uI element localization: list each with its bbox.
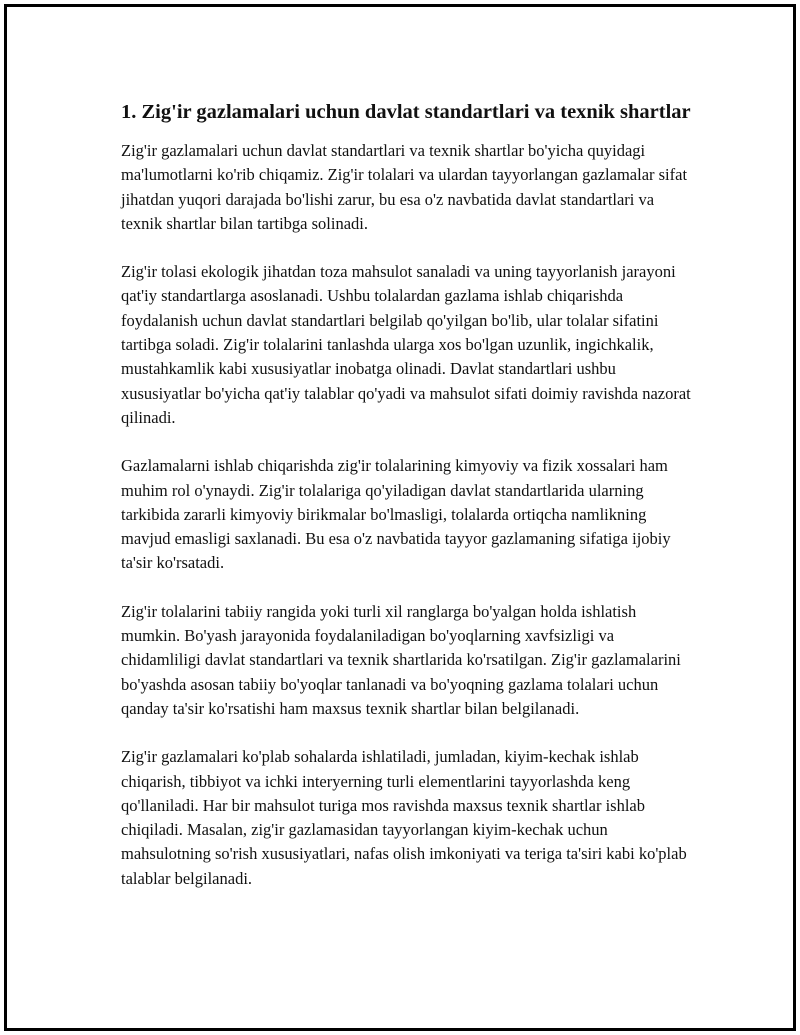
- document-content: [121, 99, 691, 915]
- paragraph-4: Zig'ir tolalarini tabiiy rangida yoki turli xil ranglarga bo'yalgan holda ishlatish mumkin. Bo'yash jarayonida foydalaniladigan bo'yoqlarning xavfsizligi va chidamliligi davlat standartlari va texnik shartlarida ko'rsatilgan. Zig'ir gazlamalarini bo'yashda asosan tabiiy bo'yoqlar tanlanadi va bo'yoqning gazlama tolalari uchun qanday ta'sir ko'rsatishi ham maxsus texnik shartlar bilan belgilanadi.: [121, 601, 681, 718]
- paragraph-1: Zig'ir gazlamalari uchun davlat standartlari va texnik shartlar bo'yicha quyidagi ma'lumotlarni ko'rib chiqamiz. Zig'ir tolalari va ulardan tayyorlangan gazlamalar sifat jihatdan yuqori darajada bo'lishi zarur, bu esa o'z navbatida davlat standartlari va texnik shartlar bilan tartibga solinadi.: [121, 141, 688, 233]
- document-page: [4, 4, 796, 1031]
- paragraph-2: Zig'ir tolasi ekologik jihatdan toza mahsulot sanaladi va uning tayyorlanish jarayoni qat'iy standartlarga asoslanadi. Ushbu tolalardan gazlama ishlab chiqarishda foydalanish uchun davlat standartlari belgilab qo'yilgan bo'lib, ular tolalar sifatini tartibga soladi. Zig'ir tolalarini tanlashda ularga xos bo'lgan uzunlik, ingichkalik, mustahkamlik kabi xususiyatlar inobatga olinadi. Davlat standartlari ushbu xususiyatlar bo'yicha qat'iy talablar qo'yadi va mahsulot sifati doimiy ravishda nazorat qilinadi.: [121, 262, 691, 427]
- paragraph-5: Zig'ir gazlamalari ko'plab sohalarda ishlatiladi, jumladan, kiyim-kechak ishlab chiqarish, tibbiyot va ichki interyerning turli elementlarini tayyorlashda keng qo'llaniladi. Har bir mahsulot turiga mos ravishda maxsus texnik shartlar ishlab chiqiladi. Masalan, zig'ir gazlamasidan tayyorlangan kiyim-kechak uchun mahsulotning so'rish xususiyatlari, nafas olish imkoniyati va teriga ta'siri kabi ko'plab talablar belgilanadi.: [121, 747, 687, 888]
- section-heading: 1. Zig'ir gazlamalari uchun davlat standartlari va texnik shartlar: [121, 101, 691, 123]
- paragraph-3: Gazlamalarni ishlab chiqarishda zig'ir tolalarining kimyoviy va fizik xossalari ham muhim rol o'ynaydi. Zig'ir tolalariga qo'yiladigan davlat standartlarida ularning tarkibida zararli kimyoviy birikmalar bo'lmasligi, tolalarda ortiqcha namlikning mavjud emasligi saxlanadi. Bu esa o'z navbatida tayyor gazlamaning sifatiga ijobiy ta'sir ko'rsatadi.: [121, 456, 671, 573]
